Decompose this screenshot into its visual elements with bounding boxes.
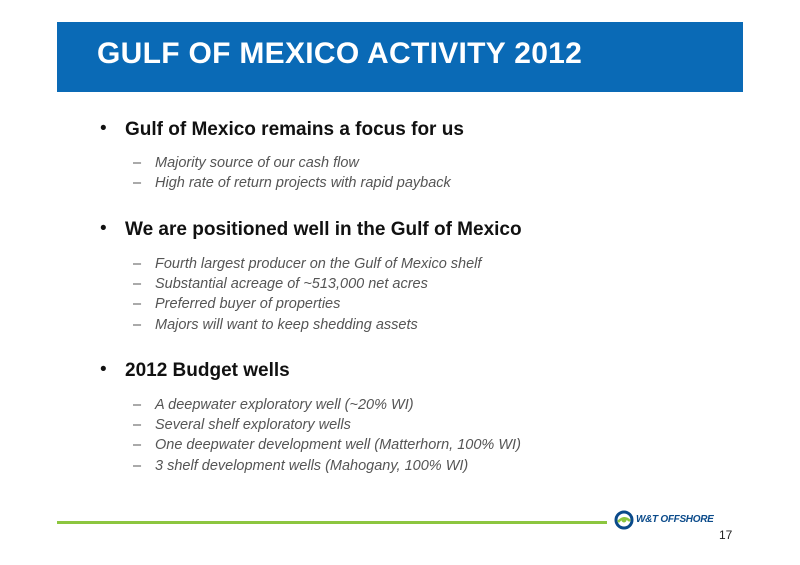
title-bar — [57, 22, 743, 92]
sub-item-text: A deepwater exploratory well (~20% WI) — [155, 397, 414, 413]
sub-item-text: Several shelf exploratory wells — [155, 417, 351, 433]
page-number: 17 — [719, 528, 733, 542]
dash-icon: – — [133, 317, 142, 333]
sub-item-text: Preferred buyer of properties — [155, 296, 341, 312]
bullet-text: 2012 Budget wells — [125, 360, 290, 381]
sub-item-text: Fourth largest producer on the Gulf of Mexico shelf — [155, 256, 482, 272]
dash-icon: – — [133, 417, 142, 433]
sub-item-text: Majority source of our cash flow — [155, 155, 359, 171]
dash-icon: – — [133, 175, 142, 191]
dash-icon: – — [133, 155, 142, 171]
sub-item-text: 3 shelf development wells (Mahogany, 100% WI) — [155, 458, 469, 474]
sub-item-text: High rate of return projects with rapid payback — [155, 175, 451, 191]
dash-icon: – — [133, 458, 142, 474]
bullet-icon: • — [100, 118, 107, 139]
slide-title: GULF OF MEXICO ACTIVITY 2012 — [97, 37, 583, 70]
bullet-text: Gulf of Mexico remains a focus for us — [125, 119, 464, 140]
bullet-text: We are positioned well in the Gulf of Mexico — [125, 219, 522, 240]
sub-item-text: Majors will want to keep shedding assets — [155, 317, 418, 333]
dash-icon: – — [133, 276, 142, 292]
dash-icon: – — [133, 256, 142, 272]
dash-icon: – — [133, 397, 142, 413]
bullet-icon: • — [100, 218, 107, 239]
footer-divider — [57, 521, 607, 524]
dash-icon: – — [133, 296, 142, 312]
bullet-icon: • — [100, 359, 107, 380]
dash-icon: – — [133, 437, 142, 453]
sub-item-text: Substantial acreage of ~513,000 net acres — [155, 276, 428, 292]
sub-item-text: One deepwater development well (Matterhorn, 100% WI) — [155, 437, 521, 453]
logo-text: W&T OFFSHORE — [636, 514, 714, 525]
wt-offshore-swirl-icon — [614, 510, 634, 530]
